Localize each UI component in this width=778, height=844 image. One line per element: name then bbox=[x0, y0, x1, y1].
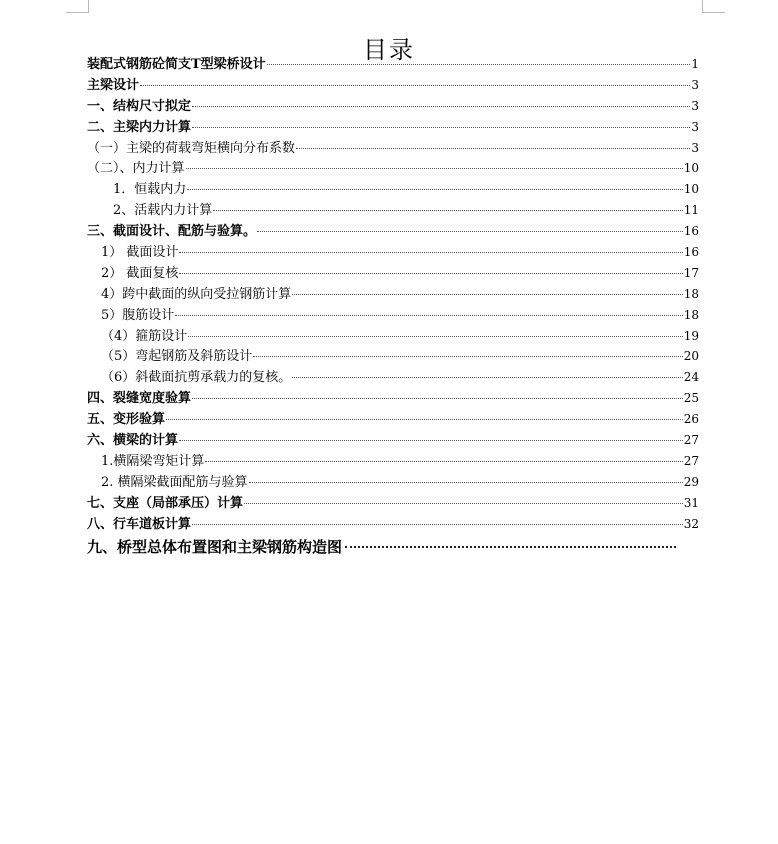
toc-dot-leader bbox=[192, 397, 683, 399]
toc-entry-label: 七、支座（局部承压）计算 bbox=[87, 495, 244, 511]
toc-dot-leader bbox=[292, 293, 682, 295]
toc-entry-label: 主梁设计 bbox=[87, 77, 140, 93]
toc-entry[interactable] bbox=[87, 138, 699, 159]
toc-entry[interactable] bbox=[87, 96, 699, 117]
toc-dot-leader bbox=[187, 188, 682, 190]
toc-dot-leader bbox=[296, 147, 690, 149]
toc-entry[interactable] bbox=[87, 221, 699, 242]
toc-dot-leader bbox=[140, 84, 690, 86]
toc-dot-leader bbox=[253, 355, 682, 357]
toc-entry-label: 八、行车道板计算 bbox=[87, 516, 192, 532]
table-of-contents bbox=[87, 54, 699, 560]
toc-entry[interactable] bbox=[87, 263, 699, 284]
toc-entry-label: 1.横隔梁弯矩计算 bbox=[101, 453, 205, 469]
toc-dot-leader bbox=[166, 418, 683, 420]
toc-page-number: 16 bbox=[683, 245, 699, 260]
page-corner-mark-left bbox=[66, 0, 89, 13]
toc-entry[interactable] bbox=[87, 346, 699, 367]
toc-entry[interactable] bbox=[87, 179, 699, 200]
toc-page-number: 10 bbox=[683, 182, 699, 197]
toc-page-number: 18 bbox=[683, 307, 699, 322]
toc-page-number: 3 bbox=[691, 77, 699, 92]
toc-entry[interactable] bbox=[87, 158, 699, 179]
toc-entry-label: 5）腹筋设计 bbox=[101, 307, 175, 323]
toc-dot-leader bbox=[179, 439, 683, 441]
toc-entry[interactable] bbox=[87, 388, 699, 409]
toc-entry-label: 1．恒载内力 bbox=[113, 182, 187, 198]
toc-entry-label: （二）、内力计算 bbox=[87, 161, 185, 177]
toc-page-number: 1 bbox=[691, 57, 699, 71]
toc-entry-label: （4）箍筋设计 bbox=[101, 328, 188, 344]
toc-dot-leader bbox=[175, 314, 682, 316]
toc-dot-leader bbox=[188, 335, 682, 337]
toc-entry-label: （一）主梁的荷载弯矩横向分布系数 bbox=[87, 140, 296, 156]
toc-dot-leader bbox=[179, 272, 682, 274]
toc-page-number: 3 bbox=[691, 119, 699, 134]
toc-entry[interactable] bbox=[87, 75, 699, 96]
toc-page-number: 29 bbox=[683, 474, 699, 489]
toc-entry[interactable] bbox=[87, 284, 699, 305]
toc-entry[interactable] bbox=[87, 200, 699, 221]
toc-entry-label: 九、桥型总体布置图和主梁钢筋构造图 bbox=[87, 538, 343, 557]
toc-entry[interactable] bbox=[87, 117, 699, 138]
toc-entry-label: 五、变形验算 bbox=[87, 412, 166, 428]
toc-entry[interactable] bbox=[87, 451, 699, 472]
toc-page-number: 19 bbox=[683, 328, 699, 343]
toc-entry[interactable] bbox=[87, 514, 699, 535]
page-corner-mark-right bbox=[702, 0, 725, 13]
toc-entry[interactable] bbox=[87, 472, 699, 493]
toc-entry[interactable] bbox=[87, 409, 699, 430]
toc-dot-leader bbox=[192, 105, 690, 107]
toc-page-number: 3 bbox=[691, 98, 699, 113]
toc-dot-leader bbox=[345, 545, 676, 548]
toc-entry-label: （6）斜截面抗剪承载力的复核。 bbox=[101, 370, 292, 386]
toc-page-number: 24 bbox=[683, 370, 699, 385]
toc-page-number: 3 bbox=[691, 140, 699, 155]
toc-entry-label: （5）弯起钢筋及斜筋设计 bbox=[101, 349, 253, 365]
toc-page-number: 11 bbox=[683, 203, 699, 218]
toc-entry[interactable] bbox=[87, 305, 699, 326]
toc-entry[interactable] bbox=[87, 430, 699, 451]
toc-entry-label: 2. 横隔梁截面配筋与验算 bbox=[101, 474, 248, 490]
toc-page-number: 26 bbox=[683, 412, 699, 427]
toc-page-number: 18 bbox=[683, 286, 699, 301]
page-title: 目录 bbox=[363, 36, 415, 65]
toc-dot-leader bbox=[267, 63, 691, 65]
toc-page-number: 27 bbox=[683, 433, 699, 448]
toc-dot-leader bbox=[213, 209, 682, 211]
toc-entry-label: 四、裂缝宽度验算 bbox=[87, 391, 192, 407]
toc-page-number: 27 bbox=[683, 453, 699, 468]
toc-entry[interactable] bbox=[87, 367, 699, 388]
toc-dot-leader bbox=[192, 126, 690, 128]
toc-entry-label: 4）跨中截面的纵向受拉钢筋计算 bbox=[101, 286, 292, 302]
toc-entry-label: 1） 截面设计 bbox=[101, 245, 179, 261]
toc-entry[interactable] bbox=[87, 326, 699, 347]
toc-entry[interactable] bbox=[87, 242, 699, 263]
toc-page-number: 17 bbox=[683, 265, 699, 280]
toc-page-number: 16 bbox=[683, 224, 699, 239]
toc-entry-label: 2） 截面复核 bbox=[101, 265, 179, 281]
toc-entry[interactable] bbox=[87, 493, 699, 514]
toc-dot-leader bbox=[186, 167, 683, 169]
toc-entry[interactable] bbox=[87, 54, 699, 75]
toc-page-number: 32 bbox=[683, 516, 699, 531]
toc-page-number: 10 bbox=[683, 161, 699, 176]
toc-dot-leader bbox=[244, 502, 683, 504]
toc-entry-label: 二、主梁内力计算 bbox=[87, 119, 192, 135]
toc-dot-leader bbox=[192, 523, 683, 525]
toc-dot-leader bbox=[257, 230, 683, 232]
toc-page-number: 25 bbox=[683, 391, 699, 406]
toc-dot-leader bbox=[205, 460, 682, 462]
toc-entry[interactable] bbox=[87, 534, 677, 560]
toc-entry-label: 三、截面设计、配筋与验算。 bbox=[87, 224, 257, 240]
toc-entry-label: 装配式钢筋砼简支T型梁桥设计 bbox=[87, 57, 266, 72]
toc-dot-leader bbox=[249, 481, 683, 483]
toc-entry-label: 一、结构尺寸拟定 bbox=[87, 98, 192, 114]
toc-dot-leader bbox=[179, 251, 682, 253]
toc-dot-leader bbox=[292, 376, 682, 378]
toc-entry-label: 六、横梁的计算 bbox=[87, 433, 179, 449]
toc-page-number: 31 bbox=[683, 495, 699, 510]
toc-page-number: 20 bbox=[683, 349, 699, 364]
toc-entry-label: 2、活载内力计算 bbox=[113, 203, 213, 219]
